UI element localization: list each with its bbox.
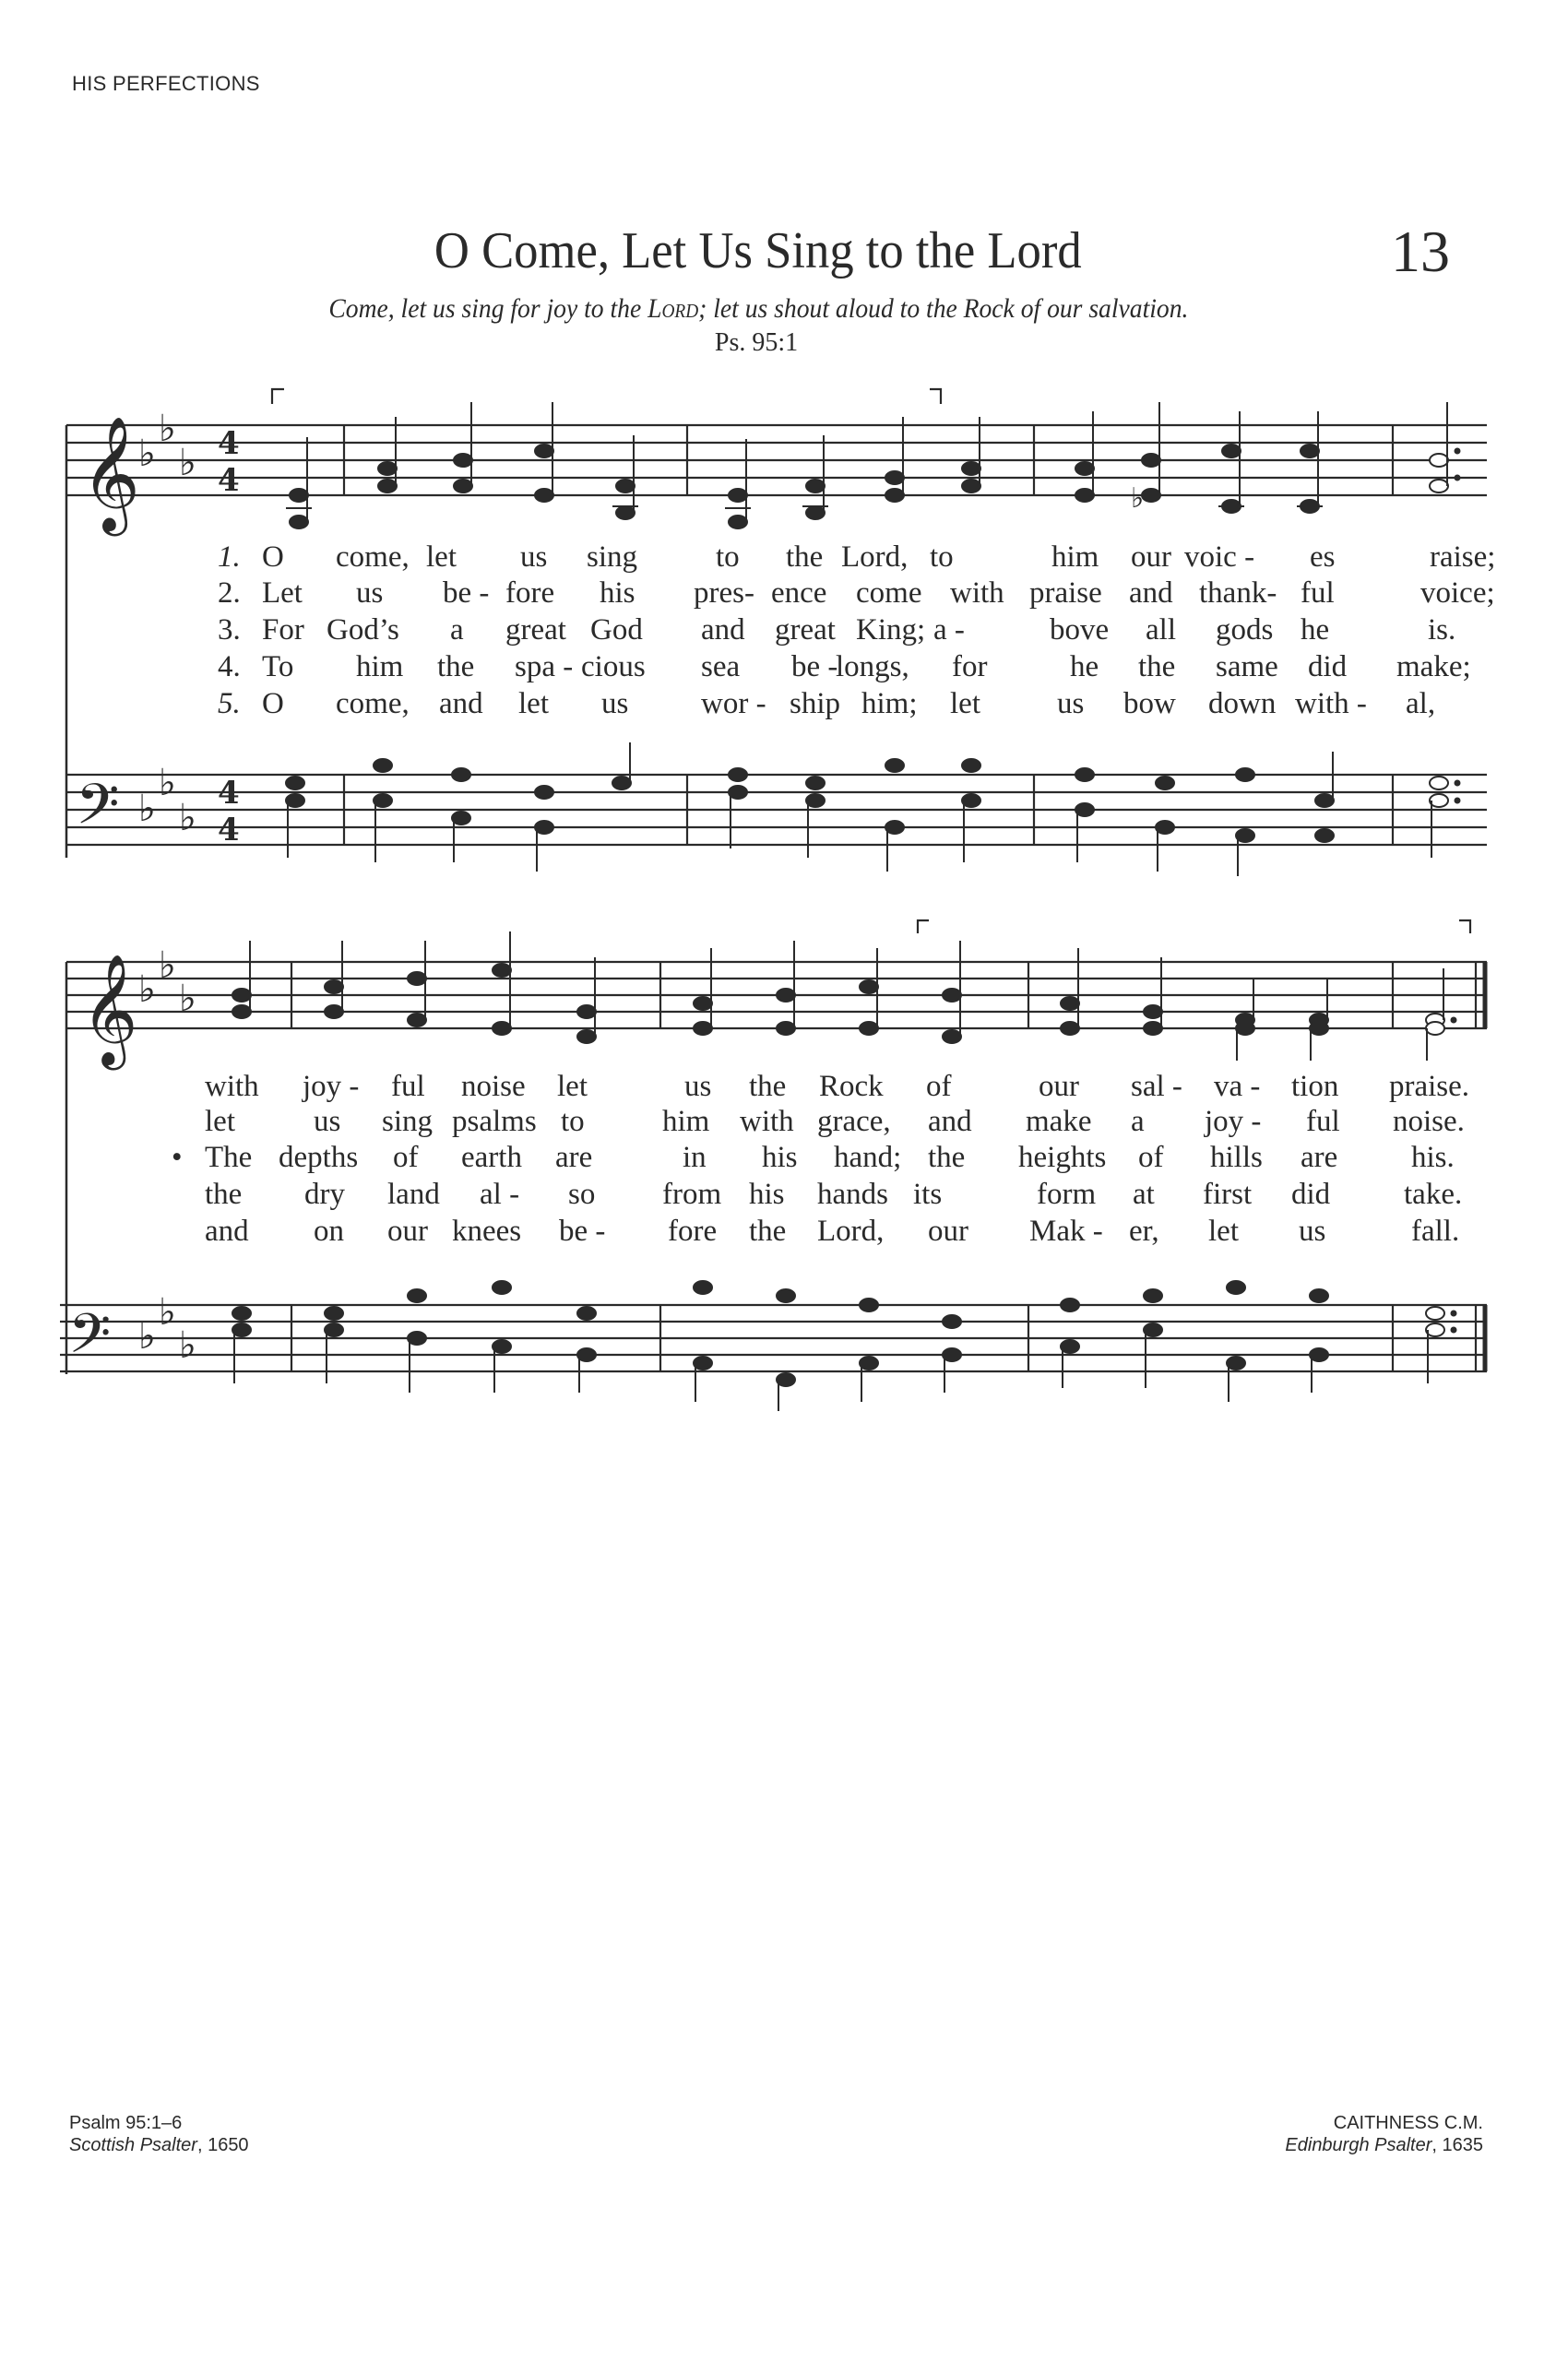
svg-text:♭: ♭ (179, 797, 196, 839)
lyric-syllable: same (1216, 650, 1278, 683)
lyric-syllable: him (356, 650, 404, 683)
lyric-syllable: fall. (1411, 1215, 1460, 1248)
treble-clef-icon (81, 416, 140, 536)
lyric-syllable: he (1070, 650, 1099, 683)
svg-text:4: 4 (218, 775, 240, 812)
lyric-syllable: land (387, 1178, 440, 1211)
epigraph-text-a: Come, let us sing for joy to the (328, 293, 648, 324)
system1-bass-staff (0, 719, 1568, 867)
lyric-syllable: to (930, 540, 954, 574)
lyric-syllable: heights (1018, 1141, 1107, 1174)
time-signature-icon (218, 775, 240, 848)
svg-text:♭: ♭ (159, 1291, 176, 1334)
lyric-syllable: come, (336, 540, 410, 574)
lyric-syllable: be - (791, 650, 838, 683)
lyric-syllable: us (1299, 1215, 1326, 1248)
text-source-year: , 1650 (196, 2135, 249, 2155)
verse-2-line-a (0, 576, 1568, 613)
lyric-syllable: from (662, 1178, 722, 1211)
lyric-syllable: with - (1295, 687, 1367, 720)
lyric-syllable: ful (1306, 1105, 1340, 1138)
lyric-syllable: raise; (1430, 540, 1496, 574)
lyric-syllable: bove (1050, 613, 1110, 647)
lyric-syllable: let (557, 1070, 588, 1103)
lyric-syllable: al - (480, 1178, 520, 1211)
verse-1-line-a (0, 540, 1568, 577)
bass-clef-icon (76, 772, 120, 851)
verse-3-line-b (0, 1141, 1568, 1178)
svg-text:♭: ♭ (179, 978, 196, 1020)
lyric-syllable: first (1203, 1178, 1253, 1211)
lyric-syllable: knees (452, 1215, 522, 1248)
verse-2-line-b (0, 1105, 1568, 1142)
lyric-syllable: us (1057, 687, 1085, 720)
text-source (69, 2134, 249, 2156)
lyric-syllable: take. (1404, 1178, 1463, 1211)
lyric-syllable: For (262, 613, 304, 647)
svg-text:4: 4 (218, 462, 240, 499)
lyric-syllable: dry (304, 1178, 345, 1211)
lyric-syllable: grace, (817, 1105, 891, 1138)
verse-5-line-a (0, 687, 1568, 724)
system1-treble-staff (0, 369, 1568, 535)
lyric-syllable: spa - (515, 650, 574, 683)
lyric-syllable: joy - (303, 1070, 360, 1103)
lyric-syllable: the (786, 540, 824, 574)
lyric-syllable: of (393, 1141, 419, 1174)
lyric-syllable: hand; (834, 1141, 902, 1174)
svg-text:𝄢: 𝄢 (68, 1301, 112, 1379)
key-signature-flats-icon (138, 408, 196, 484)
verse-marker-dot: • (172, 1141, 183, 1174)
lyric-syllable: for (952, 650, 988, 683)
epigraph-text-b: ; let us shout aloud to the Rock of our salvation. (698, 293, 1189, 324)
lyric-syllable: voice; (1420, 576, 1495, 610)
lyric-syllable: form (1037, 1178, 1097, 1211)
lyric-syllable: his (749, 1178, 785, 1211)
lyric-syllable: on (314, 1215, 344, 1248)
lyric-syllable: let (1208, 1215, 1239, 1248)
svg-text:♭: ♭ (138, 1315, 156, 1358)
lyric-syllable: us (520, 540, 548, 574)
system2-treble-staff (0, 904, 1568, 1070)
lyric-syllable: tion (1291, 1070, 1339, 1103)
lyric-syllable: and (1129, 576, 1173, 610)
lyric-syllable: our (387, 1215, 428, 1248)
lyric-syllable: ful (391, 1070, 425, 1103)
lyric-syllable: make (1026, 1105, 1092, 1138)
lyric-syllable: sea (701, 650, 741, 683)
scripture-reference: Ps. 95:1 (714, 328, 799, 357)
lyric-syllable: with (740, 1105, 794, 1138)
hymn-number: 13 (1391, 219, 1450, 284)
lyric-syllable: longs, (836, 650, 909, 683)
lyric-syllable: us (356, 576, 384, 610)
lyric-syllable: ship (790, 687, 841, 720)
system1-treble-notes (286, 402, 1460, 528)
lyric-syllable: let (518, 687, 549, 720)
svg-text:♭: ♭ (159, 408, 176, 450)
lyric-syllable: at (1133, 1178, 1155, 1211)
lyric-syllable: let (205, 1105, 235, 1138)
lyric-syllable: and (439, 687, 483, 720)
lyric-syllable: the (928, 1141, 966, 1174)
verse-5-line-b (0, 1215, 1568, 1252)
lyric-syllable: the (1138, 650, 1176, 683)
lyric-syllable: come (856, 576, 922, 610)
lyric-syllable: noise. (1393, 1105, 1465, 1138)
verse-number: 3. (218, 613, 241, 647)
lyric-syllable: he (1301, 613, 1330, 647)
system2-bass-notes (232, 1281, 1456, 1411)
lyric-syllable: him (1051, 540, 1099, 574)
lyric-syllable: did (1291, 1178, 1331, 1211)
verse-number: 4. (218, 650, 241, 683)
lyric-syllable: let (426, 540, 457, 574)
tune-name: CAITHNESS C.M. (1333, 2113, 1483, 2133)
tune-source-title: Edinburgh Psalter (1285, 2135, 1432, 2155)
svg-text:♭: ♭ (159, 944, 176, 987)
lyric-syllable: of (1138, 1141, 1164, 1174)
system2-bass-staff (0, 1273, 1568, 1420)
verse-1-line-b (0, 1070, 1568, 1107)
svg-text:♭: ♭ (138, 433, 156, 475)
lyric-syllable: ful (1301, 576, 1335, 610)
svg-text:𝄞: 𝄞 (81, 416, 140, 531)
lyric-syllable: a - (933, 613, 965, 647)
lyric-syllable: him (662, 1105, 710, 1138)
lyric-syllable: Lord, (817, 1215, 885, 1248)
time-signature-icon (218, 425, 240, 499)
text-source-credit (69, 2112, 249, 2156)
svg-text:𝄞: 𝄞 (81, 953, 138, 1065)
svg-text:♭: ♭ (1131, 482, 1145, 515)
lyric-syllable: us (314, 1105, 341, 1138)
lyric-syllable: is. (1428, 613, 1456, 647)
lyric-syllable: Let (262, 576, 303, 610)
verse-number: 2. (218, 576, 241, 610)
lyric-syllable: to (716, 540, 740, 574)
lyric-syllable: wor - (701, 687, 766, 720)
lyric-syllable: and (205, 1215, 249, 1248)
lyric-syllable: us (684, 1070, 712, 1103)
lyric-syllable: praise. (1389, 1070, 1470, 1103)
lyric-syllable: Lord, (841, 540, 909, 574)
lyric-syllable: joy - (1205, 1105, 1262, 1138)
lyric-syllable: praise (1029, 576, 1102, 610)
lyric-syllable: depths (279, 1141, 359, 1174)
lyric-syllable: fore (668, 1215, 718, 1248)
lyric-syllable: of (926, 1070, 952, 1103)
lyric-syllable: noise (461, 1070, 526, 1103)
lyric-syllable: va - (1214, 1070, 1261, 1103)
lyric-syllable: down (1208, 687, 1277, 720)
verse-4-line-b (0, 1178, 1568, 1215)
lyric-syllable: fore (505, 576, 555, 610)
verse-3-line-a (0, 613, 1568, 650)
lyric-syllable: him; (861, 687, 918, 720)
scripture-epigraph (63, 293, 1505, 325)
svg-text:♭: ♭ (138, 968, 156, 1011)
lyric-syllable: the (749, 1215, 787, 1248)
lyric-syllable: our (1039, 1070, 1079, 1103)
treble-clef-icon (81, 953, 137, 1070)
lyric-syllable: us (601, 687, 629, 720)
lyric-syllable: make; (1396, 650, 1471, 683)
lyric-syllable: To (262, 650, 294, 683)
svg-text:♭: ♭ (138, 788, 156, 830)
lyric-syllable: great (775, 613, 836, 647)
lyric-syllable: are (555, 1141, 593, 1174)
lyric-syllable: O (262, 687, 284, 720)
lyric-syllable: al, (1406, 687, 1436, 720)
lyric-syllable: earth (461, 1141, 522, 1174)
lyric-syllable: ence (771, 576, 827, 610)
lyric-syllable: a (450, 613, 464, 647)
lyric-syllable: to (561, 1105, 585, 1138)
lyric-syllable: Rock (819, 1070, 884, 1103)
lyric-syllable: and (928, 1105, 972, 1138)
lyric-syllable: come, (336, 687, 410, 720)
lyric-syllable: pres- (694, 576, 754, 610)
verse-number: 5. (218, 687, 241, 720)
epigraph-small-caps: Lord (647, 293, 699, 324)
svg-text:4: 4 (218, 812, 240, 848)
lyric-syllable: his (600, 576, 636, 610)
lyric-syllable: our (1131, 540, 1171, 574)
lyric-syllable: are (1301, 1141, 1338, 1174)
lyric-syllable: sing (382, 1105, 434, 1138)
key-signature-flats-icon (138, 944, 196, 1020)
svg-text:♭: ♭ (179, 442, 196, 484)
lyric-syllable: be - (443, 576, 490, 610)
text-source-title: Scottish Psalter (69, 2135, 197, 2155)
lyric-syllable: gods (1216, 613, 1274, 647)
lyric-syllable: God (590, 613, 643, 647)
lyric-syllable: O (262, 540, 284, 574)
svg-text:♭: ♭ (179, 1324, 196, 1367)
lyric-syllable: the (205, 1178, 243, 1211)
lyric-syllable: er, (1129, 1215, 1159, 1248)
lyric-syllable: its (913, 1178, 943, 1211)
svg-text:𝄢: 𝄢 (76, 772, 120, 851)
lyric-syllable: with (205, 1070, 259, 1103)
lyric-syllable: psalms (452, 1105, 537, 1138)
lyric-syllable: in (683, 1141, 707, 1174)
lyric-syllable: thank- (1199, 576, 1277, 610)
svg-text:♭: ♭ (159, 762, 176, 804)
tune-source (1285, 2134, 1483, 2156)
lyric-syllable: did (1308, 650, 1348, 683)
lyric-syllable: sal - (1131, 1070, 1182, 1103)
lyric-syllable: his (762, 1141, 798, 1174)
lyric-syllable: so (568, 1178, 596, 1211)
lyric-syllable: be - (559, 1215, 606, 1248)
lyric-syllable: hands (817, 1178, 888, 1211)
lyric-syllable: es (1310, 540, 1336, 574)
lyric-syllable: sing (587, 540, 638, 574)
lyric-syllable: with (950, 576, 1004, 610)
lyric-syllable: God’s (327, 613, 399, 647)
lyric-syllable: King; (856, 613, 926, 647)
hymn-title: O Come, Let Us Sing to the Lord (434, 222, 1082, 279)
lyric-syllable: voic - (1184, 540, 1255, 574)
lyric-syllable: his. (1411, 1141, 1455, 1174)
bass-clef-icon (68, 1301, 111, 1379)
lyric-syllable: the (749, 1070, 787, 1103)
tune-source-credit (1285, 2112, 1483, 2156)
verse-4-line-a (0, 650, 1568, 687)
scripture-text-line: Psalm 95:1–6 (69, 2113, 183, 2133)
lyric-syllable: let (950, 687, 980, 720)
svg-text:4: 4 (218, 425, 240, 462)
lyric-syllable: hills (1210, 1141, 1263, 1174)
lyric-syllable: The (205, 1141, 253, 1174)
lyric-syllable: our (928, 1215, 968, 1248)
lyric-syllable: Mak - (1029, 1215, 1103, 1248)
lyric-syllable: bow (1123, 687, 1176, 720)
lyric-syllable: cious (581, 650, 646, 683)
lyric-syllable: a (1131, 1105, 1145, 1138)
lyric-syllable: great (505, 613, 566, 647)
lyric-syllable: the (437, 650, 475, 683)
section-header: HIS PERFECTIONS (72, 72, 260, 95)
tune-source-year: , 1635 (1431, 2135, 1483, 2155)
lyric-syllable: all (1146, 613, 1176, 647)
verse-number: 1. (218, 540, 241, 574)
lyric-syllable: and (701, 613, 745, 647)
